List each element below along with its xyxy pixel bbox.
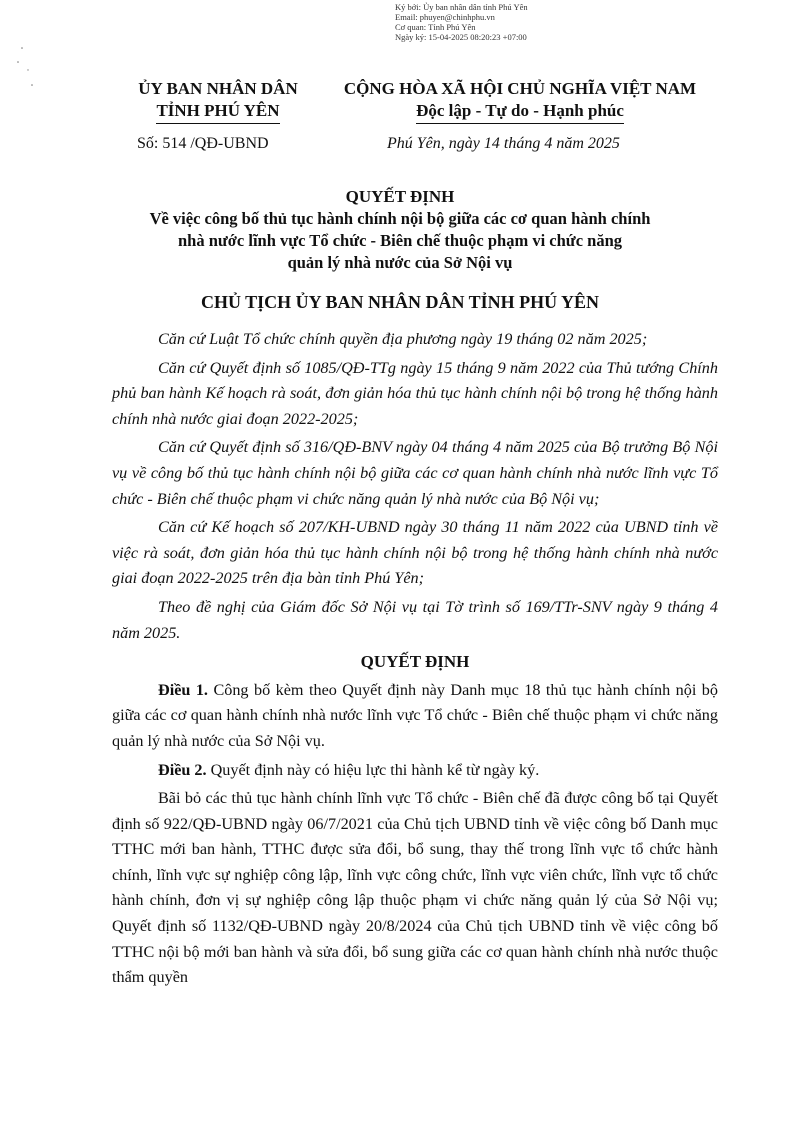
signature-date: Ngày ký: 15-04-2025 08:20:23 +07:00: [395, 32, 527, 42]
title-sub-1: Về việc công bố thủ tục hành chính nội bộ giữa các cơ quan hành chính: [149, 209, 651, 228]
article-1-label: Điều 1.: [158, 680, 208, 699]
authority-line1: ỦY BAN NHÂN DÂN: [138, 79, 298, 98]
article-2-label: Điều 2.: [158, 760, 207, 779]
title-main: QUYẾT ĐỊNH: [345, 187, 455, 206]
authority-heading: CHỦ TỊCH ỦY BAN NHÂN DÂN TỈNH PHÚ YÊN: [200, 292, 600, 312]
preamble-3: Căn cứ Quyết định số 316/QĐ-BNV ngày 04 tháng 4 năm 2025 của Bộ trưởng Bộ Nội vụ về công bố thủ tục hành chính nội bộ giữa các cơ quan hành chính nhà nước lĩnh vực Tổ chức - Biên chế thuộc phạm vi chức năng quản lý nhà nước của Bộ Nội vụ;: [112, 438, 718, 508]
title-sub-3: quản lý nhà nước của Sở Nội vụ: [287, 253, 513, 272]
article-2-text: Quyết định này có hiệu lực thi hành kể từ ngày ký.: [206, 760, 540, 779]
document-date: Phú Yên, ngày 14 tháng 4 năm 2025: [387, 135, 620, 152]
document-body: [112, 327, 718, 994]
title-sub-2: nhà nước lĩnh vực Tổ chức - Biên chế thuộc phạm vi chức năng: [177, 231, 623, 250]
preamble-4: Căn cứ Kế hoạch số 207/KH-UBND ngày 30 tháng 11 năm 2022 của UBND tỉnh về việc rà soát, đơn giản hóa thủ tục hành chính nội bộ trong hệ thống hành chính nhà nước giai đoạn 2022-2025 trên địa bàn tỉnh Phú Yên;: [112, 518, 718, 588]
document-title: [0, 186, 800, 274]
preamble-1: Căn cứ Luật Tổ chức chính quyền địa phương ngày 19 tháng 02 năm 2025;: [158, 330, 648, 348]
country-name: CỘNG HÒA XÃ HỘI CHỦ NGHĨA VIỆT NAM: [343, 79, 697, 98]
article-2-paragraph: Bãi bỏ các thủ tục hành chính lĩnh vực Tổ chức - Biên chế đã được công bố tại Quyết định số 922/QĐ-UBND ngày 06/7/2021 của Chủ tịch UBND tỉnh về việc công bố Danh mục TTHC mới ban hành, TTHC được sửa đổi, bổ sung, thay thế trong lĩnh vực tổ chức hành chính, lĩnh vực sự nghiệp công lập, lĩnh vực công chức, lĩnh vực viên chức, lĩnh vực tổ chức hành chính, đơn vị sự nghiệp công lập thuộc phạm vi chức năng quản lý của Sở Nội vụ; Quyết định số 1132/QĐ-UBND ngày 20/8/2024 của Chủ tịch UBND tỉnh về việc công bố TTHC nội bộ mới ban hành và sửa đổi, bổ sung giữa các cơ quan hành chính nhà nước thuộc thẩm quyền: [112, 789, 718, 987]
signature-signer: Ký bởi: Ủy ban nhân dân tỉnh Phú Yên: [395, 2, 528, 12]
signature-agency: Cơ quan: Tỉnh Phú Yên: [395, 22, 476, 32]
article-2: [112, 758, 718, 784]
decision-heading: QUYẾT ĐỊNH: [360, 652, 470, 672]
signature-email: Email: phuyen@chinhphu.vn: [395, 12, 495, 22]
article-1: [112, 678, 718, 755]
article-1-text: Công bố kèm theo Quyết định này Danh mục 18 thủ tục hành chính nội bộ giữa các cơ quan hành chính nhà nước lĩnh vực Tổ chức - Biên chế thuộc phạm vi chức năng quản lý nhà nước của Sở Nội vụ.: [112, 680, 718, 750]
motto: Độc lập - Tự do - Hạnh phúc: [416, 100, 624, 124]
preamble-2: Căn cứ Quyết định số 1085/QĐ-TTg ngày 15 tháng 9 năm 2022 của Thủ tướng Chính phủ ban hành Kế hoạch rà soát, đơn giản hóa thủ tục hành chính nội bộ trong hệ thống hành chính nhà nước giai đoạn 2022-2025;: [112, 358, 718, 428]
national-motto: [330, 78, 710, 124]
scan-specks: [10, 40, 50, 100]
digital-signature-block: [395, 2, 528, 42]
issuing-authority: [118, 78, 318, 124]
document-number: Số: 514 /QĐ-UBND: [137, 135, 269, 152]
authority-line2: TỈNH PHÚ YÊN: [156, 100, 279, 124]
preamble-5: Theo đề nghị của Giám đốc Sở Nội vụ tại Tờ trình số 169/TTr-SNV ngày 9 tháng 4 năm 2025.: [112, 597, 718, 642]
